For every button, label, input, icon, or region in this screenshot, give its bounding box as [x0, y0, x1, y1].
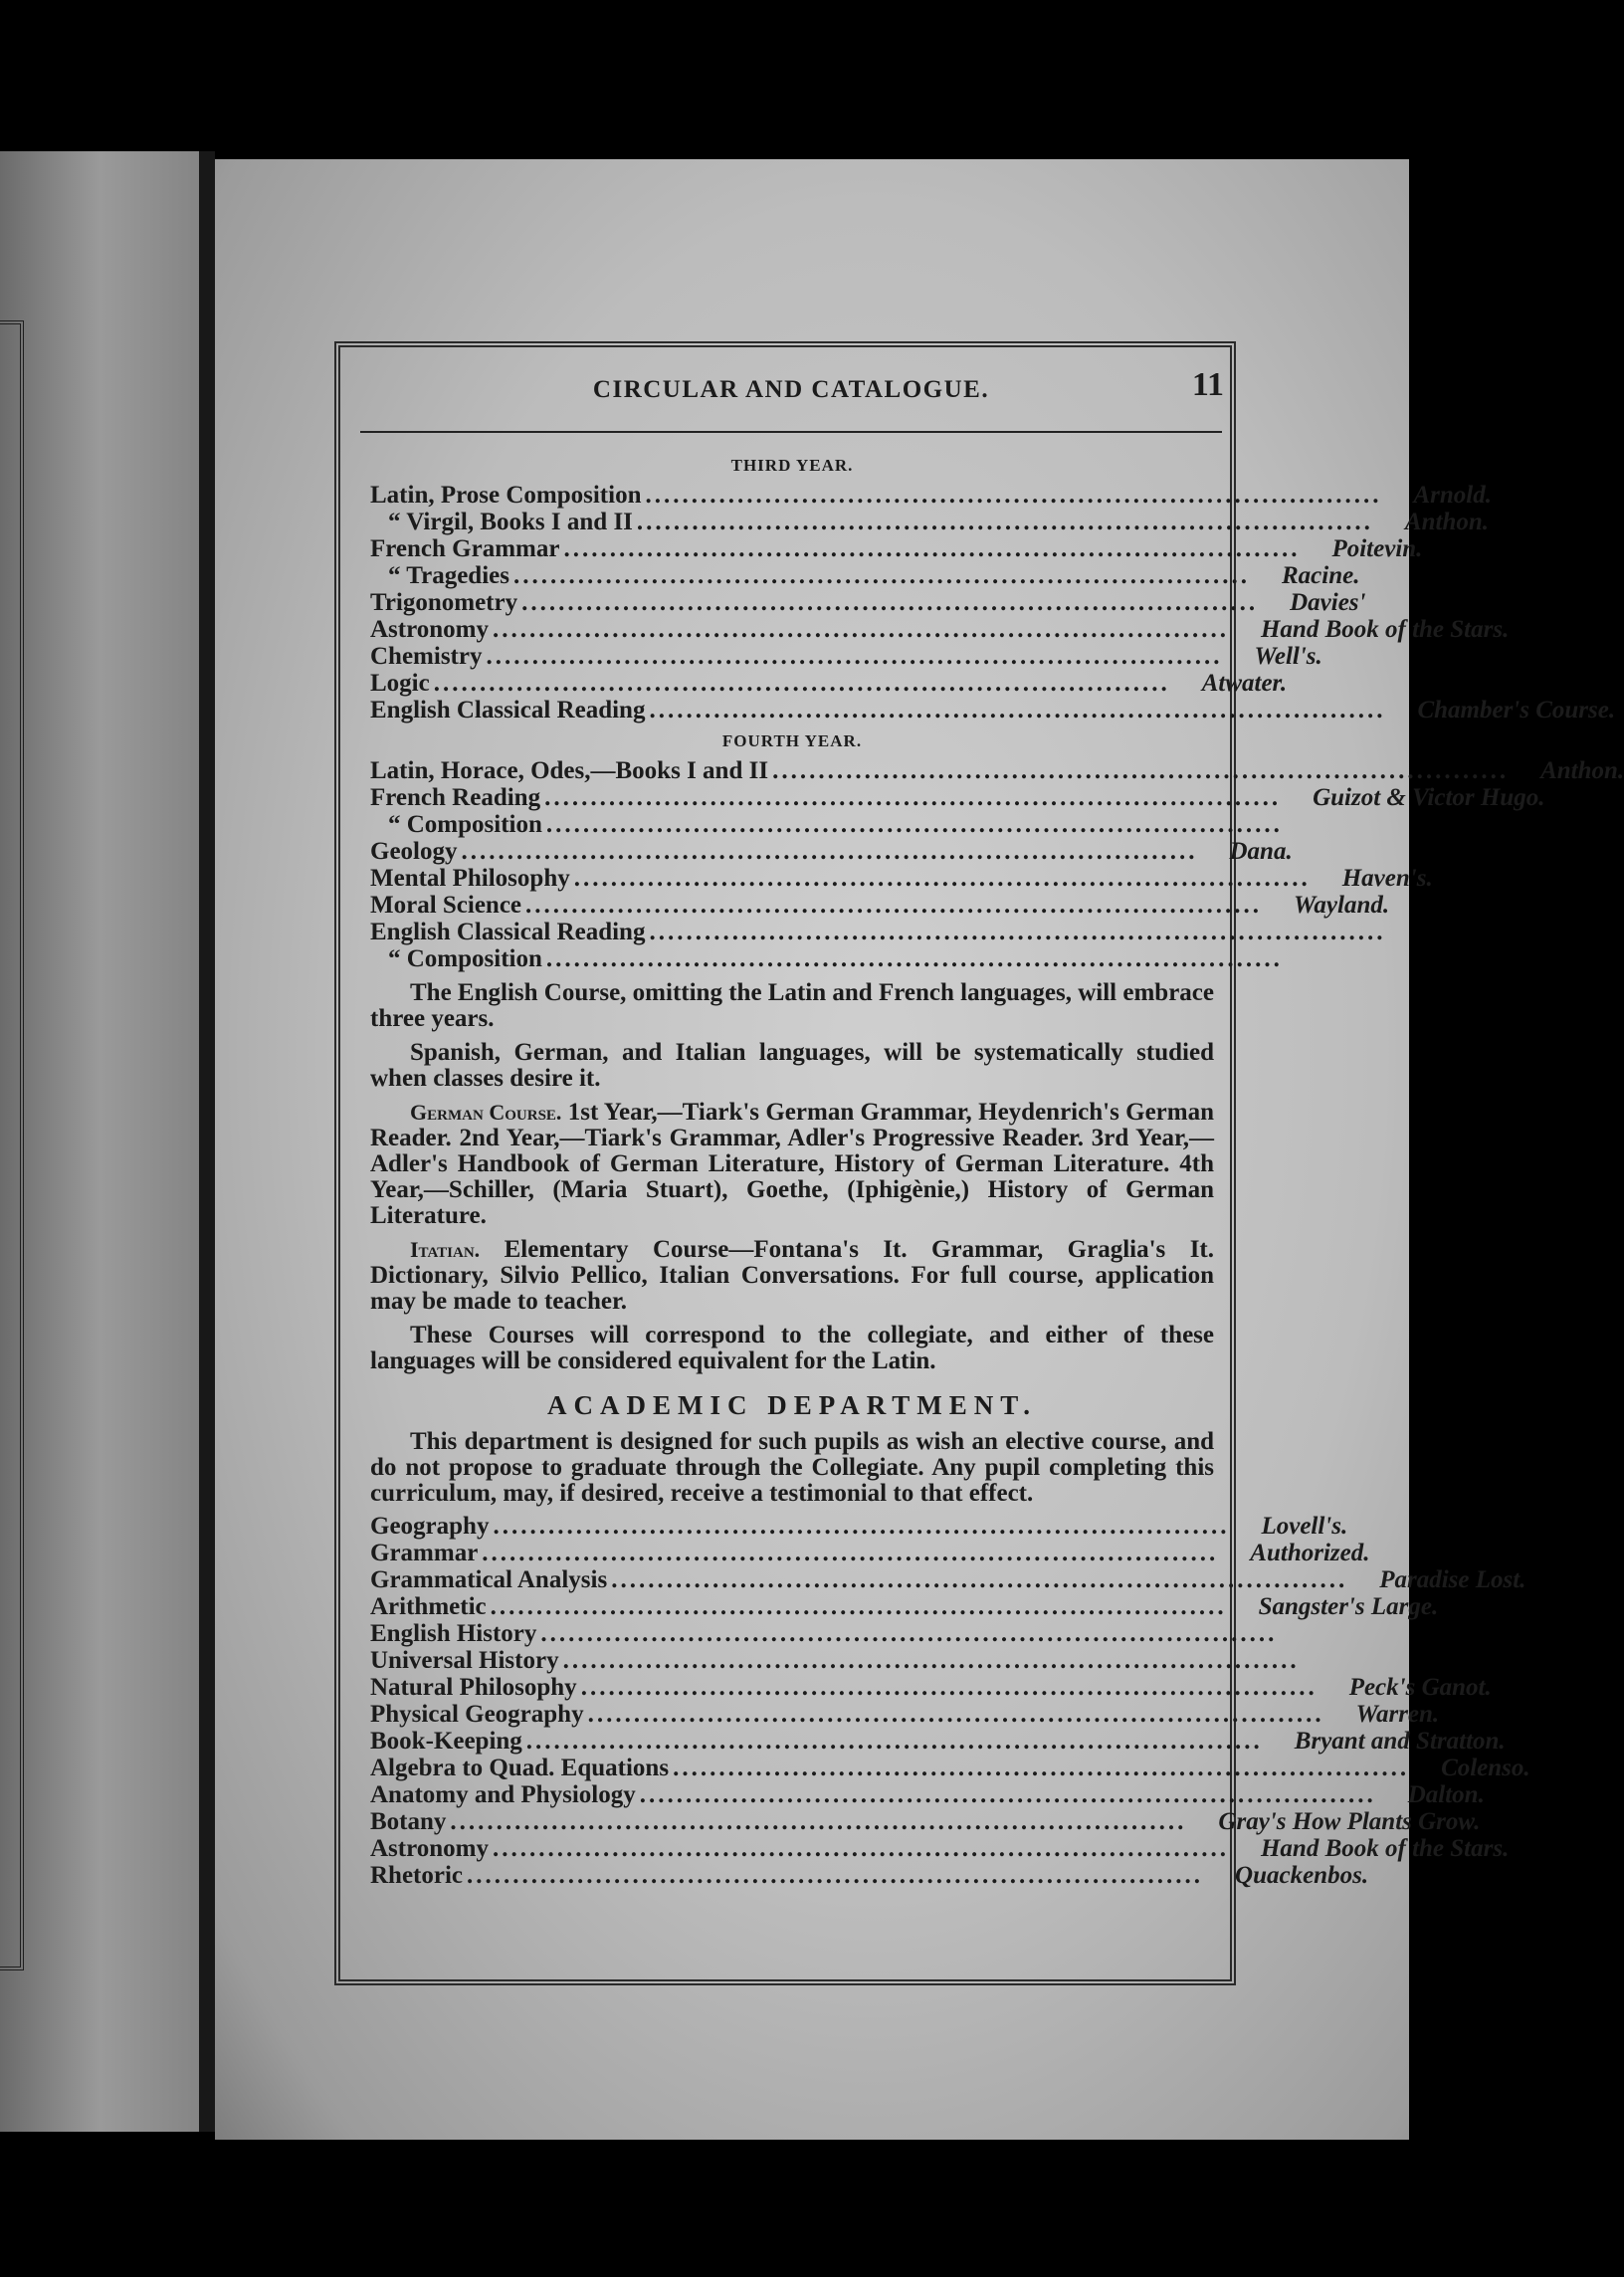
course-subject	[370, 1593, 1227, 1620]
subject-text: Rhetoric	[370, 1862, 464, 1889]
dot-leader: ................................................................................	[587, 1701, 1324, 1728]
third-year-heading: THIRD YEAR.	[730, 456, 854, 475]
textbook-name: Chamber's Course.	[1417, 697, 1616, 724]
course-subject	[370, 1620, 1277, 1647]
textbook-name: Well's.	[1254, 643, 1322, 670]
subject-text: “ Composition	[388, 945, 542, 972]
dot-leader: ................................................................................	[521, 589, 1259, 616]
italian-course-paragraph	[370, 1237, 1214, 1315]
running-head: CIRCULAR AND CATALOGUE.	[592, 376, 990, 403]
textbook-name: Poitevin.	[1331, 535, 1423, 562]
subject-text: Geography	[370, 1513, 490, 1540]
subject-text: Latin, Horace, Odes,—Books I and II	[370, 757, 769, 784]
dot-leader: ................................................................................	[563, 535, 1301, 562]
course-row	[370, 945, 1283, 972]
german-course-label: German Course.	[410, 1100, 562, 1125]
course-row	[370, 697, 1616, 724]
course-row	[370, 1781, 1485, 1808]
course-row	[370, 784, 1545, 811]
dot-leader: ................................................................................	[482, 1540, 1219, 1566]
textbook-name: Colenso.	[1441, 1755, 1530, 1781]
course-row	[370, 670, 1288, 697]
dot-leader: ................................................................................	[573, 865, 1311, 892]
course-subject	[370, 1835, 1229, 1862]
textbook-name: Arnold.	[1413, 482, 1492, 509]
textbook-name: Paradise Lost.	[1379, 1566, 1526, 1593]
course-subject	[370, 697, 1385, 724]
textbook-name: Gray's How Plants Grow.	[1218, 1808, 1481, 1835]
textbook-name: Lovell's.	[1261, 1513, 1348, 1540]
dot-leader: ................................................................................	[649, 697, 1386, 724]
subject-text: “ Tragedies	[388, 562, 509, 589]
subject-text: Book-Keeping	[370, 1728, 522, 1755]
course-subject	[370, 589, 1258, 616]
course-row	[370, 892, 1390, 919]
subject-text: “ Virgil, Books I and II	[388, 509, 633, 535]
dot-leader: ................................................................................	[562, 1647, 1300, 1674]
german-course-text: 1st Year,—Tiark's German Grammar, Heydenrich's German Reader. 2nd Year,—Tiark's Grammar, Adler's Progressive Reader. 3rd Year,—Adler's Handbook of German Literature, History of German Literature. 4th Year,—Schiller, (Maria Stuart), Goethe, (Iphigènie,) History of German Literature.	[370, 1099, 1215, 1229]
dot-leader: ................................................................................	[649, 919, 1386, 945]
dot-leader: ................................................................................	[772, 757, 1510, 784]
course-subject	[370, 1862, 1203, 1889]
italian-course-text: Elementary Course—Fontana's It. Grammar, Graglia's It. Dictionary, Silvio Pellico, Italian Conversations. For full course, application may be made to teacher.	[370, 1236, 1214, 1315]
dot-leader: ................................................................................	[636, 509, 1373, 535]
subject-text: Algebra to Quad. Equations	[370, 1755, 670, 1781]
course-subject	[370, 945, 1283, 972]
academic-list	[370, 1513, 1530, 1889]
course-row	[370, 919, 1386, 945]
course-row	[370, 482, 1492, 509]
dot-leader: ................................................................................	[580, 1674, 1318, 1701]
dot-leader: ................................................................................	[513, 562, 1250, 589]
dot-leader: ................................................................................	[611, 1566, 1348, 1593]
course-row	[370, 1513, 1348, 1540]
academic-intro-paragraph: This department is designed for such pupils as wish an elective course, and do not propose to graduate through the Collegiate. Any pupil completing this curriculum, may, if desired, receive a testimonial to that effect.	[370, 1428, 1214, 1507]
dot-leader: ................................................................................	[525, 892, 1263, 919]
header-rule	[360, 431, 1222, 433]
subject-text: Grammatical Analysis	[370, 1566, 608, 1593]
course-row	[370, 757, 1624, 784]
subject-text: Chemistry	[370, 643, 483, 670]
course-row	[370, 616, 1510, 643]
course-subject	[370, 1540, 1218, 1566]
course-row	[370, 1566, 1526, 1593]
textbook-name: Quackenbos.	[1235, 1862, 1369, 1889]
course-subject	[370, 1781, 1376, 1808]
textbook-name: Atwater.	[1201, 670, 1288, 697]
subject-text: Arithmetic	[370, 1593, 487, 1620]
course-row	[370, 562, 1360, 589]
dot-leader: ................................................................................	[492, 616, 1229, 643]
dot-leader: ................................................................................	[486, 643, 1223, 670]
subject-text: Physical Geography	[370, 1701, 584, 1728]
course-subject	[370, 616, 1229, 643]
dot-leader: ................................................................................	[493, 1513, 1230, 1540]
italian-course-label: Itatian.	[410, 1237, 481, 1262]
course-subject	[370, 838, 1198, 865]
course-row	[370, 1674, 1492, 1701]
subject-text: English Classical Reading	[370, 697, 646, 724]
course-row	[370, 1647, 1300, 1674]
course-subject	[370, 811, 1283, 838]
course-subject	[370, 784, 1281, 811]
page-number: 11	[1191, 366, 1224, 403]
course-subject	[370, 1647, 1300, 1674]
textbook-name: Hand Book of the Stars.	[1260, 1835, 1510, 1862]
course-row	[370, 811, 1283, 838]
subject-text: Geology	[370, 838, 458, 865]
course-subject	[370, 1808, 1186, 1835]
textbook-name: Dana.	[1229, 838, 1293, 865]
course-row	[370, 838, 1293, 865]
textbook-name: Wayland.	[1294, 892, 1390, 919]
subject-text: Latin, Prose Composition	[370, 482, 642, 509]
course-subject	[370, 1674, 1318, 1701]
course-subject	[370, 562, 1250, 589]
textbook-name: Davies'	[1290, 589, 1366, 616]
course-row	[370, 643, 1322, 670]
subject-text: English History	[370, 1620, 537, 1647]
languages-paragraph: Spanish, German, and Italian languages, will be systematically studied when classes desire it.	[370, 1039, 1214, 1092]
subject-text: Anatomy and Physiology	[370, 1781, 636, 1808]
dot-leader: ................................................................................	[450, 1808, 1187, 1835]
course-subject	[370, 670, 1170, 697]
subject-text: Astronomy	[370, 616, 489, 643]
subject-text: Grammar	[370, 1540, 479, 1566]
course-row	[370, 1728, 1506, 1755]
course-subject	[370, 892, 1262, 919]
course-row	[370, 1835, 1510, 1862]
academic-department-heading: ACADEMIC DEPARTMENT.	[546, 1390, 1038, 1420]
course-subject	[370, 509, 1373, 535]
dot-leader: ................................................................................	[525, 1728, 1263, 1755]
facing-page-border	[0, 320, 24, 1970]
course-row	[370, 1755, 1530, 1781]
textbook-name: Guizot & Victor Hugo.	[1313, 784, 1545, 811]
course-row	[370, 1862, 1369, 1889]
textbook-name: Hand Book of the Stars.	[1260, 616, 1510, 643]
subject-text: Natural Philosophy	[370, 1674, 577, 1701]
course-subject	[370, 535, 1300, 562]
course-subject	[370, 757, 1509, 784]
german-course-paragraph	[370, 1100, 1214, 1229]
subject-text: French Grammar	[370, 535, 560, 562]
subject-text: French Reading	[370, 784, 541, 811]
dot-leader: ................................................................................	[433, 670, 1170, 697]
course-row	[370, 1593, 1439, 1620]
subject-text: Trigonometry	[370, 589, 518, 616]
course-row	[370, 1620, 1278, 1647]
course-row	[370, 1701, 1440, 1728]
textbook-name: Haven's.	[1341, 865, 1433, 892]
course-subject	[370, 1755, 1409, 1781]
subject-text: Botany	[370, 1808, 447, 1835]
third-year-list	[370, 482, 1616, 724]
course-subject	[370, 865, 1311, 892]
fourth-year-list	[370, 757, 1624, 972]
subject-text: Mental Philosophy	[370, 865, 570, 892]
course-subject	[370, 1566, 1347, 1593]
course-subject	[370, 1701, 1324, 1728]
course-subject	[370, 643, 1222, 670]
dot-leader: ................................................................................	[673, 1755, 1410, 1781]
dot-leader: ................................................................................	[461, 838, 1198, 865]
textbook-name: Warren.	[1355, 1701, 1440, 1728]
subject-text: Logic	[370, 670, 430, 697]
subject-text: Universal History	[370, 1647, 559, 1674]
correspond-paragraph: These Courses will correspond to the collegiate, and either of these languages will be considered equivalent for the Latin.	[370, 1322, 1214, 1374]
book-gutter	[199, 151, 215, 2132]
dot-leader: ................................................................................	[467, 1862, 1204, 1889]
course-subject	[370, 1728, 1263, 1755]
course-row	[370, 589, 1366, 616]
subject-text: Astronomy	[370, 1835, 489, 1862]
textbook-name: Racine.	[1282, 562, 1360, 589]
textbook-name: Sangster's Large.	[1258, 1593, 1439, 1620]
dot-leader: ................................................................................	[545, 811, 1283, 838]
course-subject	[370, 1513, 1229, 1540]
course-row	[370, 509, 1490, 535]
dot-leader: ................................................................................	[545, 945, 1283, 972]
dot-leader: ................................................................................	[639, 1781, 1376, 1808]
dot-leader: ................................................................................	[645, 482, 1382, 509]
subject-text: Moral Science	[370, 892, 522, 919]
textbook-name: Peck's Ganot.	[1348, 1674, 1492, 1701]
textbook-name: Bryant and Stratton.	[1294, 1728, 1506, 1755]
course-subject	[370, 919, 1385, 945]
dot-leader: ................................................................................	[492, 1835, 1229, 1862]
dot-leader: ................................................................................	[540, 1620, 1278, 1647]
facing-page-edge	[0, 151, 199, 2132]
course-row	[370, 535, 1423, 562]
english-course-paragraph: The English Course, omitting the Latin and French languages, will embrace three years.	[370, 979, 1214, 1032]
subject-text: “ Composition	[388, 811, 542, 838]
textbook-name: Anthon.	[1404, 509, 1490, 535]
course-row	[370, 865, 1433, 892]
course-row	[370, 1540, 1370, 1566]
textbook-name: Anthon.	[1540, 757, 1624, 784]
dot-leader: ................................................................................	[544, 784, 1282, 811]
course-row	[370, 1808, 1481, 1835]
page-content	[370, 456, 1624, 1889]
textbook-name: Dalton.	[1407, 1781, 1485, 1808]
dot-leader: ................................................................................	[490, 1593, 1227, 1620]
subject-text: English Classical Reading	[370, 919, 646, 945]
fourth-year-heading: FOURTH YEAR.	[721, 731, 863, 750]
textbook-name: Authorized.	[1250, 1540, 1370, 1566]
page-header	[358, 366, 1224, 428]
course-subject	[370, 482, 1381, 509]
